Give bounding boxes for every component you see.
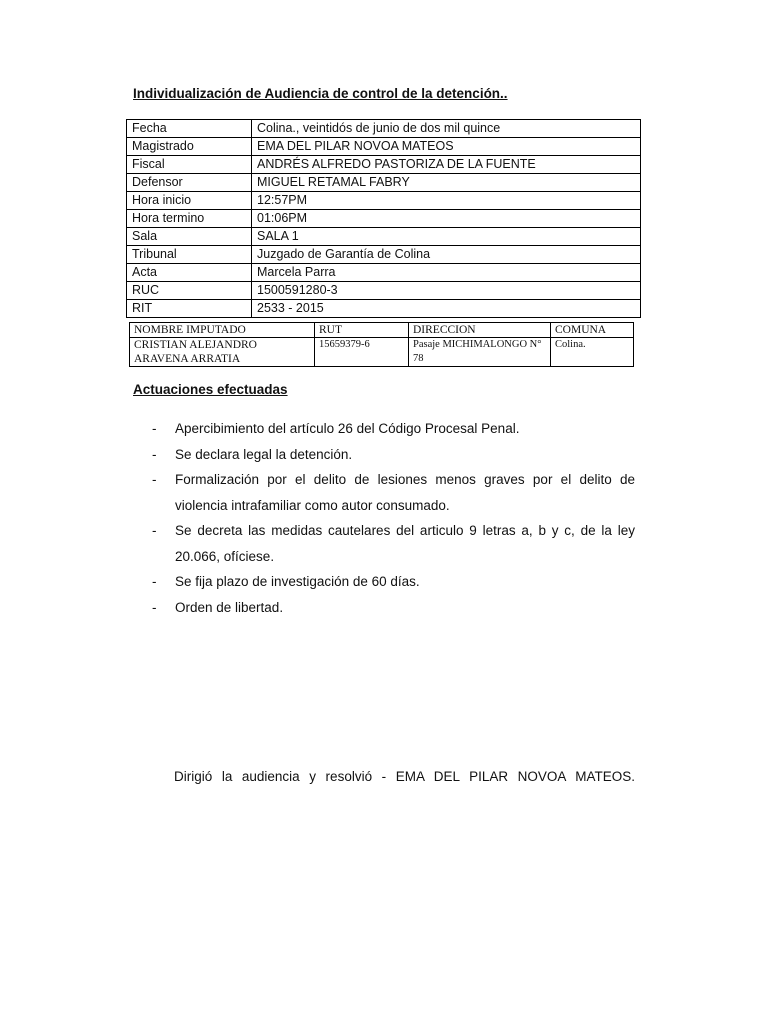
imputado-comuna: Colina. bbox=[551, 338, 634, 367]
field-value: 1500591280-3 bbox=[252, 282, 641, 300]
list-item bbox=[150, 569, 635, 595]
column-header: NOMBRE IMPUTADO bbox=[130, 323, 315, 338]
list-item-text: Se decreta las medidas cautelares del articulo 9 letras a, b y c, de la ley 20.066, ofíciese. bbox=[175, 523, 635, 564]
field-value: MIGUEL RETAMAL FABRY bbox=[252, 174, 641, 192]
table-row bbox=[127, 120, 641, 138]
table-header-row bbox=[130, 323, 634, 338]
field-label: RIT bbox=[127, 300, 252, 318]
field-value: 2533 - 2015 bbox=[252, 300, 641, 318]
table-row bbox=[127, 300, 641, 318]
closing-statement: Dirigió la audiencia y resolvió - EMA DEL PILAR NOVOA MATEOS. bbox=[174, 769, 635, 784]
field-label: Tribunal bbox=[127, 246, 252, 264]
column-header: RUT bbox=[315, 323, 409, 338]
table-row bbox=[127, 228, 641, 246]
field-value: 01:06PM bbox=[252, 210, 641, 228]
field-label: Fiscal bbox=[127, 156, 252, 174]
field-value: Colina., veintidós de junio de dos mil quince bbox=[252, 120, 641, 138]
table-row bbox=[130, 338, 634, 367]
field-label: Hora termino bbox=[127, 210, 252, 228]
list-item-text: Apercibimiento del artículo 26 del Código Procesal Penal. bbox=[175, 421, 520, 436]
list-item-text: Formalización por el delito de lesiones menos graves por el delito de violencia intrafamiliar como autor consumado. bbox=[175, 472, 635, 513]
table-row bbox=[127, 282, 641, 300]
field-value: EMA DEL PILAR NOVOA MATEOS bbox=[252, 138, 641, 156]
column-header: DIRECCION bbox=[409, 323, 551, 338]
list-item-text: Se fija plazo de investigación de 60 días. bbox=[175, 574, 420, 589]
table-row bbox=[127, 174, 641, 192]
imputado-rut: 15659379-6 bbox=[315, 338, 409, 367]
dash-bullet: - bbox=[152, 446, 157, 462]
list-item-text: Se declara legal la detención. bbox=[175, 446, 353, 462]
dash-bullet: - bbox=[152, 574, 157, 589]
document-title: Individualización de Audiencia de control de la detención.. bbox=[133, 86, 508, 101]
table-row bbox=[127, 138, 641, 156]
field-label: Defensor bbox=[127, 174, 252, 192]
imputado-address: Pasaje MICHIMALONGO N° 78 bbox=[409, 338, 551, 367]
field-value: Juzgado de Garantía de Colina bbox=[252, 246, 641, 264]
field-value: 12:57PM bbox=[252, 192, 641, 210]
list-item bbox=[150, 467, 635, 518]
field-value: Marcela Parra bbox=[252, 264, 641, 282]
field-value: ANDRÉS ALFREDO PASTORIZA DE LA FUENTE bbox=[252, 156, 641, 174]
table-row bbox=[127, 192, 641, 210]
table-row bbox=[127, 246, 641, 264]
imputado-name: CRISTIAN ALEJANDRO ARAVENA ARRATIA bbox=[130, 338, 315, 367]
field-label: RUC bbox=[127, 282, 252, 300]
list-item bbox=[150, 442, 635, 468]
table-row bbox=[127, 264, 641, 282]
field-label: Sala bbox=[127, 228, 252, 246]
dash-bullet: - bbox=[152, 599, 157, 615]
dash-bullet: - bbox=[152, 421, 157, 436]
column-header: COMUNA bbox=[551, 323, 634, 338]
hearing-info-table bbox=[126, 119, 641, 318]
list-item bbox=[150, 595, 635, 621]
table-row bbox=[127, 210, 641, 228]
list-item-text: Orden de libertad. bbox=[175, 599, 284, 615]
field-label: Acta bbox=[127, 264, 252, 282]
dash-bullet: - bbox=[152, 472, 157, 487]
list-item bbox=[150, 518, 635, 569]
actuaciones-list bbox=[150, 416, 635, 620]
field-value: SALA 1 bbox=[252, 228, 641, 246]
section-heading: Actuaciones efectuadas bbox=[133, 382, 288, 397]
dash-bullet: - bbox=[152, 523, 157, 538]
field-label: Magistrado bbox=[127, 138, 252, 156]
list-item bbox=[150, 416, 635, 442]
imputado-table bbox=[129, 322, 634, 367]
table-row bbox=[127, 156, 641, 174]
field-label: Hora inicio bbox=[127, 192, 252, 210]
field-label: Fecha bbox=[127, 120, 252, 138]
